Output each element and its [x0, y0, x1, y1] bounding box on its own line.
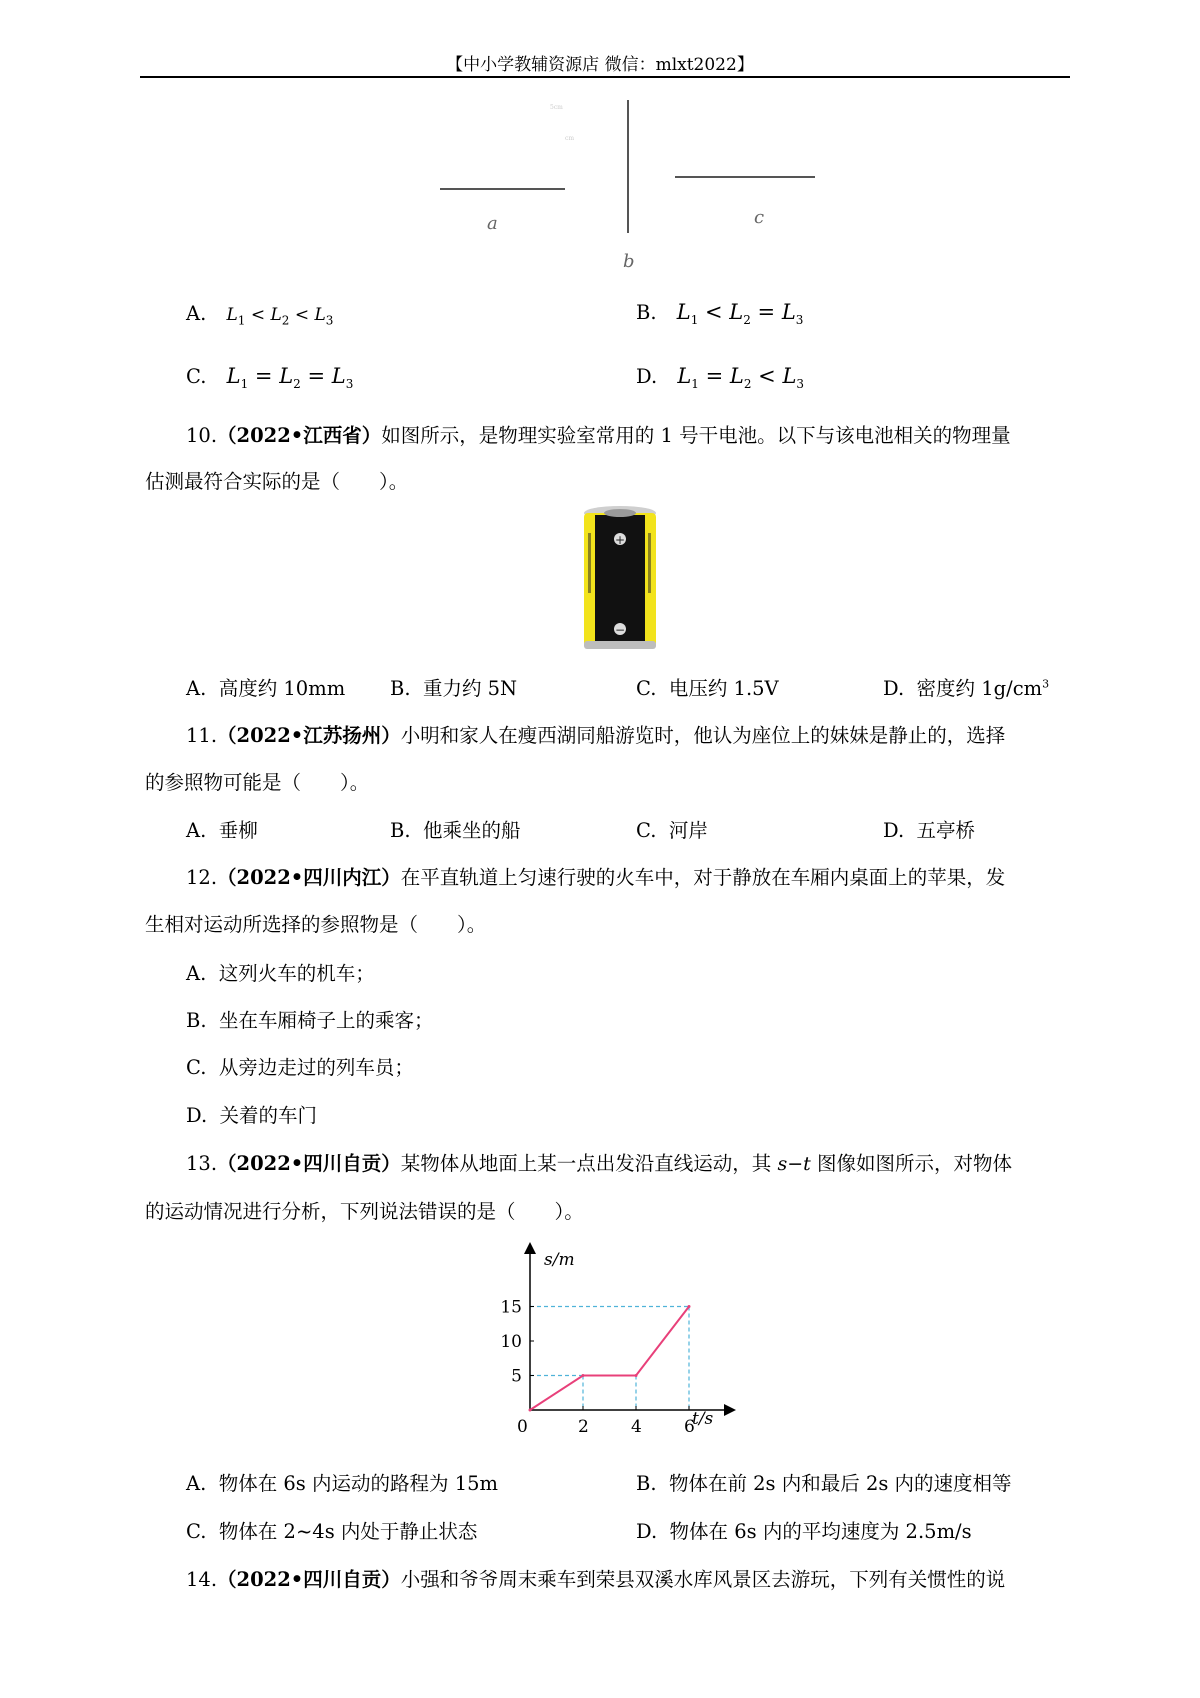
q12-stem-line1: [186, 862, 1005, 890]
question-text: 某物体从地面上某一点出发沿直线运动，其: [400, 1152, 778, 1175]
option-formula: $L_1 < L_2 = L_3$: [676, 300, 804, 328]
option-text: 高度约 10mm: [218, 677, 346, 700]
option-letter: A.: [186, 962, 207, 985]
battery-minus-sign: −: [615, 623, 626, 637]
option-letter: C.: [636, 819, 657, 842]
q11-option-c[interactable]: [636, 815, 708, 843]
x-tick-label: 6: [684, 1417, 695, 1437]
q12-option-c[interactable]: [186, 1052, 414, 1080]
q10-option-d[interactable]: [883, 673, 1049, 701]
q13-option-c[interactable]: [186, 1516, 477, 1544]
question-source: （2022•四川自贡）: [217, 1152, 401, 1175]
q11-stem-line2: 的参照物可能是（ ）。: [145, 771, 370, 794]
option-text: 五亭桥: [916, 819, 976, 842]
question-text: 如图所示，是物理实验室常用的 1 号干电池。以下与该电池相关的物理量: [381, 424, 1011, 447]
question-text: 在平直轨道上匀速行驶的火车中，对于静放在车厢内桌面上的苹果，发: [400, 866, 1006, 889]
option-letter: C.: [186, 1056, 207, 1079]
option-letter: A.: [186, 302, 207, 325]
header-rule: [140, 76, 1070, 78]
label-b: b: [623, 251, 635, 272]
q12-option-b[interactable]: [186, 1005, 433, 1033]
x-tick-label: 0: [517, 1417, 528, 1437]
option-text: 重力约 5N: [422, 677, 518, 700]
st-graph: [490, 1240, 750, 1440]
q11-option-b[interactable]: [390, 815, 520, 843]
q9-option-c[interactable]: [186, 364, 353, 391]
option-letter: B.: [390, 677, 411, 700]
option-letter: C.: [636, 677, 657, 700]
label-c: c: [754, 207, 765, 228]
option-letter: C.: [186, 365, 207, 388]
option-text: 电压约 1.5V: [668, 677, 779, 700]
q13-stem-line2: 的运动情况进行分析，下列说法错误的是（ ）。: [145, 1200, 584, 1223]
q12-option-a[interactable]: [186, 958, 375, 986]
option-letter: B.: [186, 1009, 207, 1032]
line-segments-figure: [430, 95, 820, 275]
x-tick-label: 4: [631, 1417, 642, 1437]
question-math: s−t: [777, 1153, 811, 1175]
y-axis-label: s/m: [544, 1250, 575, 1270]
option-letter: D.: [636, 1520, 658, 1543]
data-point: [582, 1374, 585, 1377]
option-text: 河岸: [668, 819, 708, 842]
q12-option-d[interactable]: [186, 1100, 317, 1128]
data-point: [688, 1305, 691, 1308]
option-text: 垂柳: [218, 819, 258, 842]
q10-option-b[interactable]: [390, 673, 517, 701]
x-axis-label: t/s: [692, 1409, 714, 1429]
question-text: 小强和爷爷周末乘车到荣县双溪水库风景区去游玩，下列有关惯性的说: [400, 1568, 1006, 1591]
option-text: 这列火车的机车；: [218, 962, 375, 985]
question-number: 14.: [186, 1568, 218, 1591]
y-tick-label: 10: [500, 1332, 522, 1352]
question-number: 12.: [186, 866, 218, 889]
data-point: [635, 1374, 638, 1377]
option-letter: B.: [390, 819, 411, 842]
q13-stem-line1: [186, 1148, 1012, 1176]
option-formula: $L_1 < L_2 < L_3$: [226, 305, 334, 328]
option-letter: B.: [636, 1472, 657, 1495]
question-number: 10.: [186, 424, 218, 447]
question-number: 13.: [186, 1152, 218, 1175]
option-letter: D.: [883, 819, 905, 842]
battery-plus-sign: +: [615, 533, 626, 547]
q12-stem-line2: 生相对运动所选择的参照物是（ ）。: [145, 913, 487, 936]
option-letter: D.: [883, 677, 905, 700]
question-text: 小明和家人在瘦西湖同船游览时，他认为座位上的妹妹是静止的，选择: [400, 724, 1006, 747]
option-formula: $L_1 = L_2 = L_3$: [226, 364, 354, 392]
q10-option-c[interactable]: [636, 673, 779, 701]
q11-option-a[interactable]: [186, 815, 258, 843]
data-point: [529, 1409, 532, 1412]
option-text: 他乘坐的船: [422, 819, 521, 842]
q13-option-d[interactable]: [636, 1516, 972, 1544]
option-letter: A.: [186, 1472, 207, 1495]
option-formula: $L_1 = L_2 < L_3$: [677, 364, 805, 392]
y-tick-label: 15: [500, 1297, 522, 1318]
question-source: （2022•江苏扬州）: [217, 724, 401, 747]
q10-stem-line1: [186, 420, 1011, 448]
option-letter: D.: [636, 365, 658, 388]
question-source: （2022•江西省）: [217, 424, 382, 447]
q13-option-a[interactable]: [186, 1468, 498, 1496]
q10-stem-line2: 估测最符合实际的是（ ）。: [145, 470, 409, 493]
q13-option-b[interactable]: [636, 1468, 1012, 1496]
q10-option-a[interactable]: [186, 673, 345, 701]
option-text: 从旁边走过的列车员；: [218, 1056, 414, 1079]
faint-mark-2: cm: [565, 135, 575, 142]
option-text: 物体在前 2s 内和最后 2s 内的速度相等: [668, 1472, 1012, 1495]
q9-option-a[interactable]: [186, 302, 333, 327]
question-text: 图像如图所示，对物体: [810, 1152, 1012, 1175]
q14-stem-line1: [186, 1564, 1005, 1592]
option-superscript: 3: [1042, 677, 1050, 691]
option-text: 物体在 6s 内的平均速度为 2.5m/s: [669, 1520, 972, 1543]
question-source: （2022•四川自贡）: [217, 1568, 401, 1591]
q9-option-b[interactable]: [636, 300, 803, 327]
label-a: a: [487, 213, 498, 234]
q11-option-d[interactable]: [883, 815, 975, 843]
battery-image: [580, 503, 660, 653]
question-source: （2022•四川内江）: [217, 866, 401, 889]
q9-option-d[interactable]: [636, 364, 804, 391]
x-tick-label: 2: [578, 1417, 589, 1437]
option-text: 关着的车门: [219, 1104, 318, 1127]
option-letter: B.: [636, 301, 657, 324]
faint-mark-1: 5cm: [550, 104, 563, 111]
option-text: 坐在车厢椅子上的乘客；: [218, 1009, 434, 1032]
option-letter: A.: [186, 677, 207, 700]
option-text: 密度约 1g/cm: [916, 677, 1043, 700]
series-line: [530, 1307, 689, 1411]
option-letter: C.: [186, 1520, 207, 1543]
question-number: 11.: [186, 724, 218, 747]
page-header: 【中小学教辅资源店 微信：mlxt2022】: [446, 55, 754, 75]
option-text: 物体在 6s 内运动的路程为 15m: [218, 1472, 499, 1495]
option-text: 物体在 2~4s 内处于静止状态: [218, 1520, 478, 1543]
q11-stem-line1: [186, 720, 1005, 748]
option-letter: A.: [186, 819, 207, 842]
y-tick-label: 5: [511, 1366, 522, 1387]
option-letter: D.: [186, 1104, 208, 1127]
